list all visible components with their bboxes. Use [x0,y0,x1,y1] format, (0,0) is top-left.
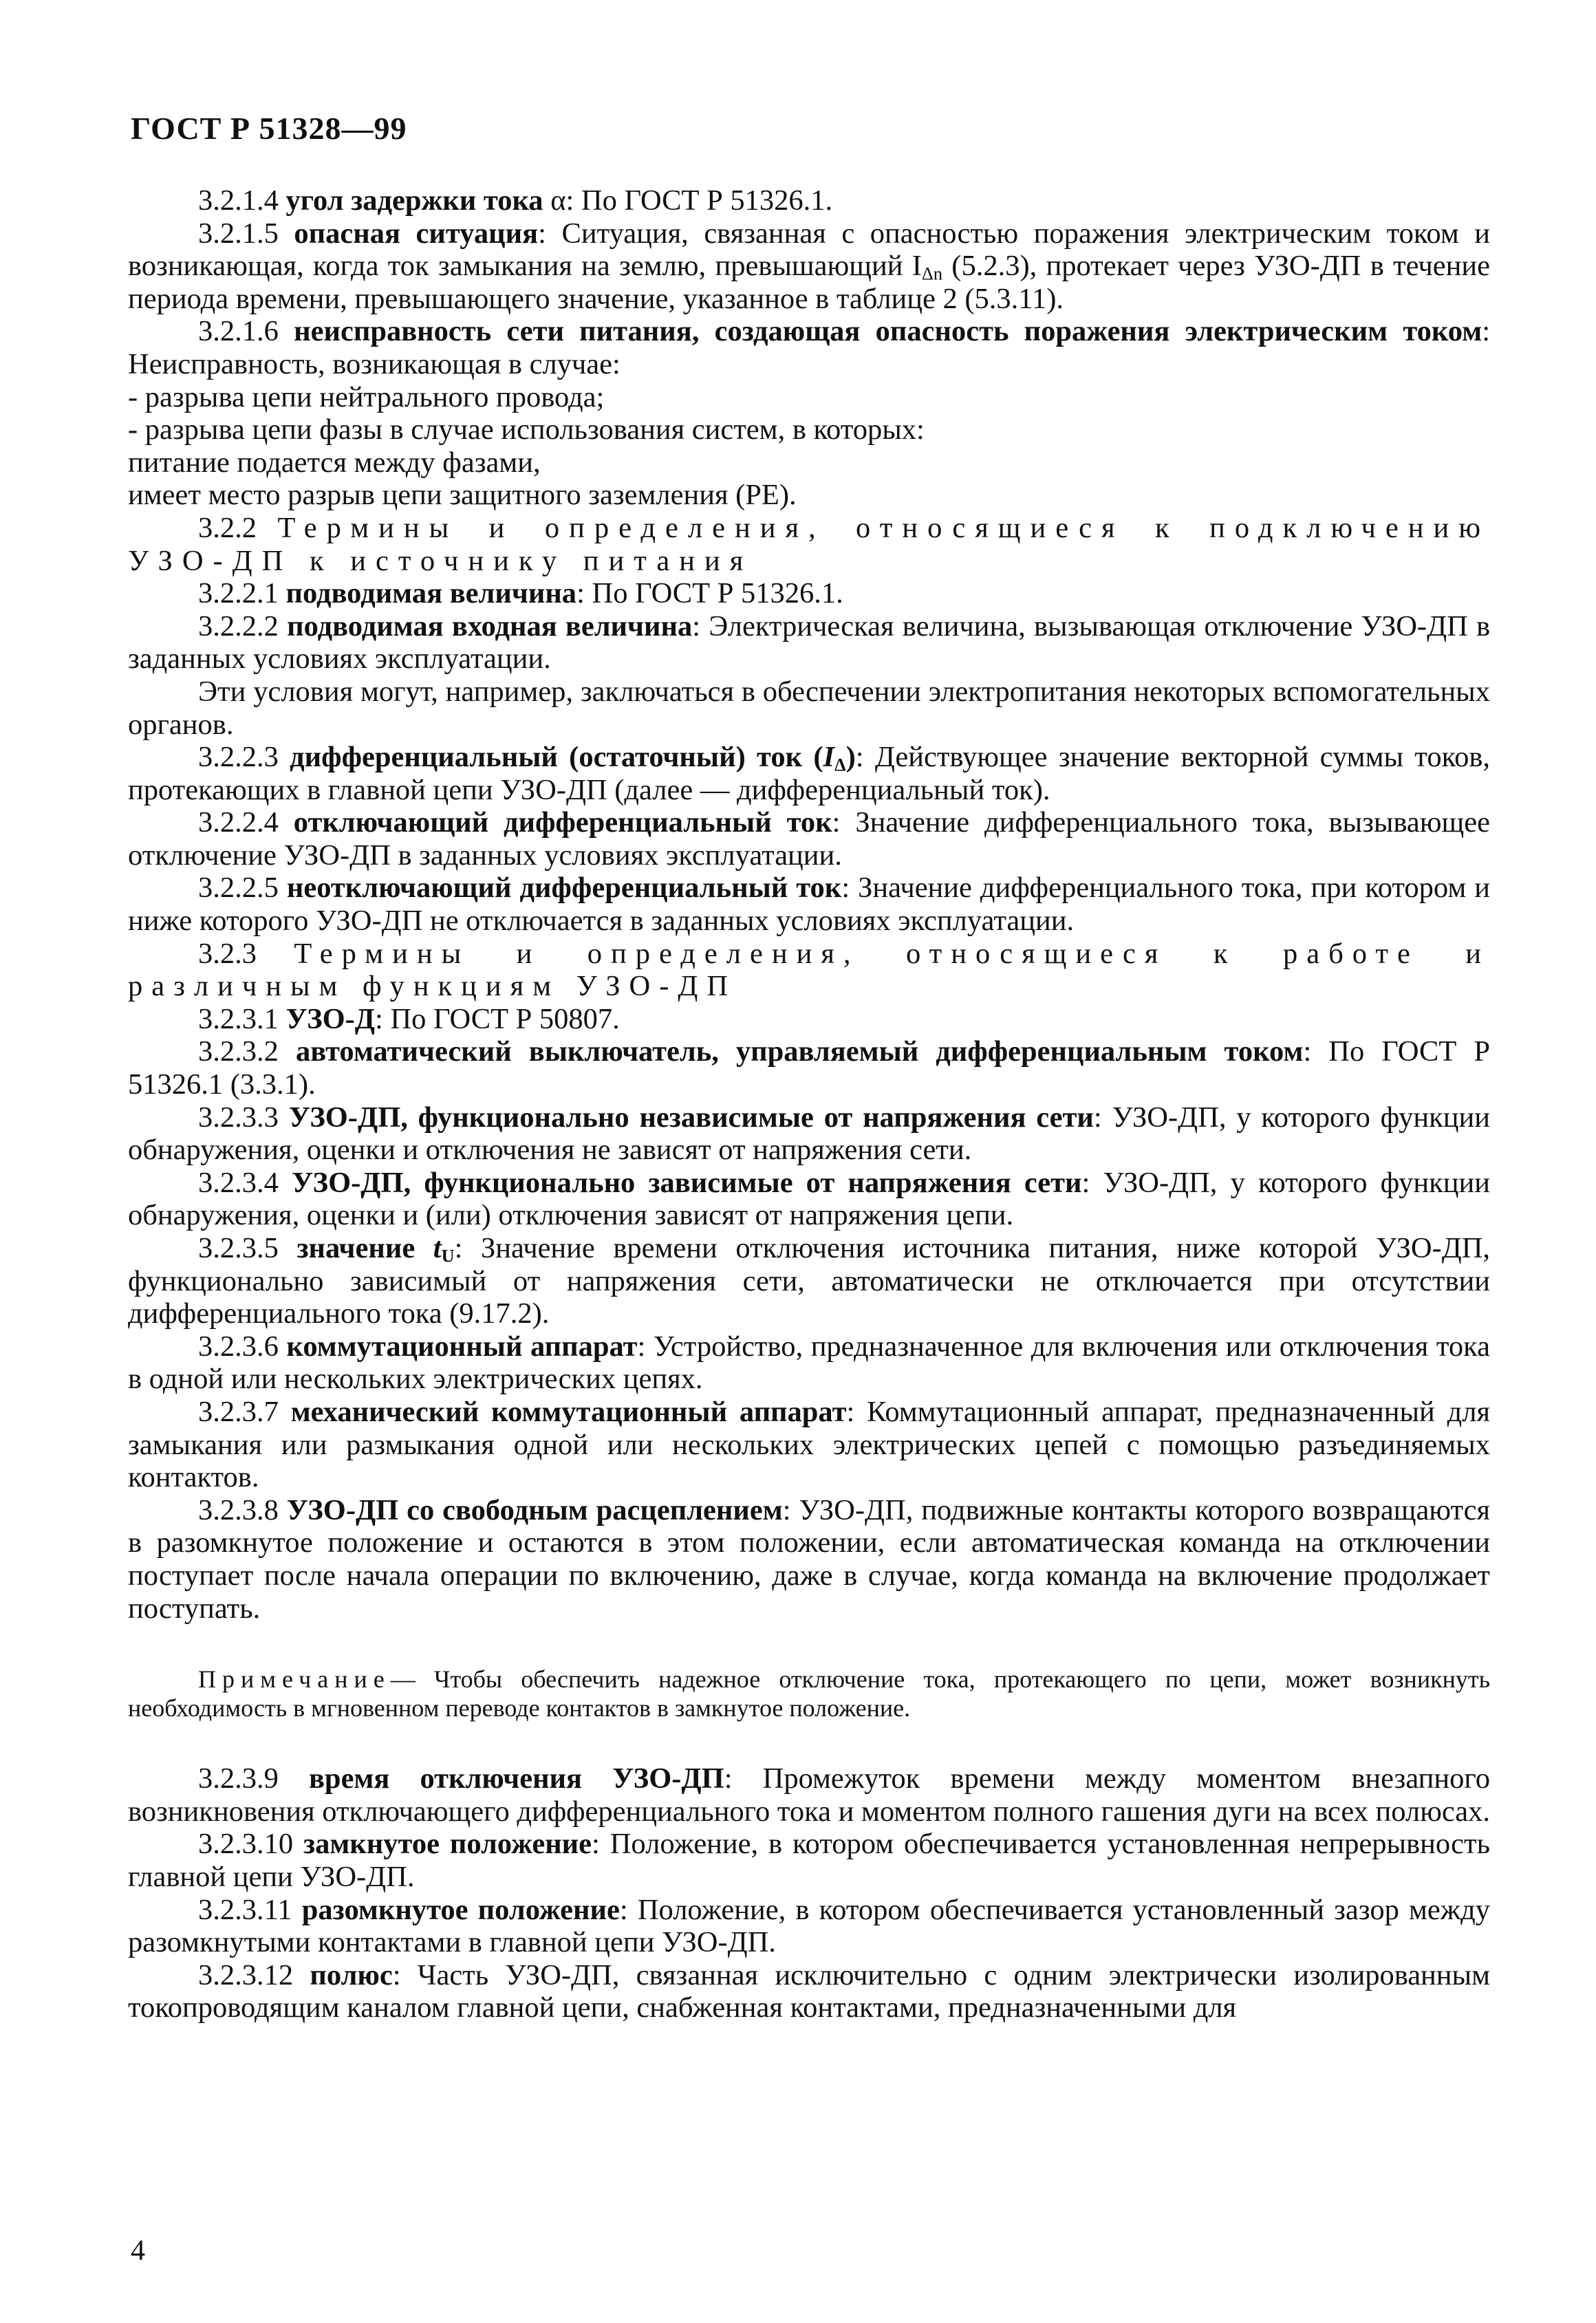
clause-3-2-3-10: 3.2.3.10 замкнутое положение: Положение, в котором обеспечивается установленная непрерывность главной цепи УЗО-ДП. [128,1828,1490,1893]
clause-3-2-3-11: 3.2.3.11 разомкнутое положение: Положение, в котором обеспечивается установленный зазор между разомкнутыми контактами в главной цепи УЗО-ДП. [128,1893,1490,1959]
clause-3-2-2-2-note: Эти условия могут, например, заключаться в обеспечении электропитания некоторых вспомогательных органов. [128,675,1490,741]
term: отключающий дифференциальный ток [293,806,832,839]
clause-3-2-2-5: 3.2.2.5 неотключающий дифференциальный ток: Значение дифференциального тока, при котором и ниже которого УЗО-ДП не отключается в заданных условиях эксплуатации. [128,872,1491,938]
term: разомкнутое положение [301,1893,620,1926]
term: автоматический выключатель, управляемый дифференциальным током [295,1035,1304,1068]
term: коммутационный аппарат [286,1330,638,1363]
clause-3-2-3-6: 3.2.3.6 коммутационный аппарат: Устройство, предназначенное для включения или отключения тока в одной или нескольких электрических цепях. [128,1330,1490,1396]
clause-3-2-3-3: 3.2.3.3 УЗО-ДП, функционально независимые от напряжения сети: УЗО-ДП, у которого функции обнаружения, оценки и отключения не зависят от напряжения сети. [128,1101,1491,1167]
term: значение $t_U$ [296,1232,455,1266]
list-subitem: питание подается между фазами, [128,446,541,479]
term: опасная ситуация [294,217,539,250]
term: дифференциальный (остаточный) ток $(I_\Delta)$ [290,741,856,775]
term: подводимая величина [285,577,577,610]
clause-3-2-1-5: 3.2.1.5 опасная ситуация: Ситуация, связанная с опасностью поражения электрическим током и возникающая, когда ток замыкания на землю, превышающий $I_{\Delta n}$ (5.2.3), протекает через УЗО-ДП в течение периода времени, превышающего значение, указанное в таблице 2 (5.3.11). [128,217,1491,315]
clause-3-2-3-9: 3.2.3.9 время отключения УЗО-ДП: Промежуток времени между моментом внезапного возникновения отключающего дифференциального тока и моментом полного гашения дуги на всех полюсах. [128,1762,1491,1828]
clause-3-2-3-2: 3.2.3.2 автоматический выключатель, управляемый дифференциальным током: По ГОСТ Р 51326.1 (3.3.1). [128,1035,1491,1101]
document-header: ГОСТ Р 51328—99 [131,111,407,146]
term: неотключающий дифференциальный ток [286,872,842,905]
term: полюс [310,1958,393,1991]
clause-3-2-3-8: 3.2.3.8 УЗО-ДП со свободным расцеплением: УЗО-ДП, подвижные контакты которого возвращаются в разомкнутое положение и остаются в этом положении, если автоматическая команда на отключении поступает после начала операции по включению, даже в случае, когда команда на включение продолжает поступать. [128,1493,1490,1625]
clause-3-2-2-4: 3.2.2.4 отключающий дифференциальный ток: Значение дифференциального тока, вызывающее отключение УЗО-ДП в заданных условиях эксплуатации. [128,806,1491,872]
term: угол задержки тока [285,184,543,217]
clause-3-2-3-5: 3.2.3.5 значение $t_U$: Значение времени отключения источника питания, ниже которой УЗО-ДП, функционально зависимый от напряжения сети, автоматически не отключается при отсутствии дифференциального тока (9.17.2). [128,1232,1491,1330]
note: Примечание— Чтобы обеспечить надежное отключение тока, протекающего по цепи, может возникнуть необходимость в мгновенном переводе контактов в замкнутое положение. [128,1665,1490,1722]
clause-3-2-2-2: 3.2.2.2 подводимая входная величина: Электрическая величина, вызывающая отключение УЗО-ДП в заданных условиях эксплуатации. [128,609,1491,676]
term: замкнутое положение [303,1828,592,1861]
note-label: Примечание [198,1665,391,1694]
clause-3-2-3-12: 3.2.3.12 полюс: Часть УЗО-ДП, связанная исключительно с одним электрически изолированным токопроводящим каналом главной цепи, снабженная контактами, предназначенными для [128,1958,1490,2024]
clause-3-2-1-4: 3.2.1.4 угол задержки тока α: По ГОСТ Р 51326.1. [198,184,833,217]
term: УЗО-ДП со свободным расцеплением [286,1493,783,1526]
clause-3-2-2-1: 3.2.2.1 подводимая величина: По ГОСТ Р 51326.1. [198,577,843,610]
page-number: 4 [131,2235,145,2267]
term: время отключения УЗО-ДП [308,1762,724,1795]
clause-3-2-2-3: 3.2.2.3 дифференциальный (остаточный) ток $(I_\Delta)$: Действующее значение векторной суммы токов, протекающих в главной цепи УЗО-ДП (далее — дифференциальный ток). [128,741,1491,806]
list-item: - разрыва цепи нейтрального провода; [128,380,605,413]
list-item: - разрыва цепи фазы в случае использования систем, в которых: [128,413,925,446]
document-body [128,184,1490,2024]
clause-3-2-1-6: 3.2.1.6 неисправность сети питания, создающая опасность поражения электрическим током: Неисправность, возникающая в случае: [128,315,1491,380]
clause-3-2-3-4: 3.2.3.4 УЗО-ДП, функционально зависимые от напряжения сети: УЗО-ДП, у которого функции обнаружения, оценки и (или) отключения зависят от напряжения цепи. [128,1166,1490,1232]
term: УЗО-ДП, функционально независимые от напряжения сети [288,1101,1094,1134]
term: УЗО-ДП, функционально зависимые от напряжения сети [292,1166,1082,1199]
section-3-2-3-heading: 3.2.3 Термины и определения, относящиеся к работе и различным функциям УЗО-ДП [128,937,1490,1003]
clause-3-2-3-7: 3.2.3.7 механический коммутационный аппарат: Коммутационный аппарат, предназначенный для замыкания или размыкания одной или нескольких электрических цепей с помощью разъединяемых контактов. [128,1395,1490,1494]
section-3-2-2-heading: 3.2.2 Термины и определения, относящиеся к подключению УЗО-ДП к источнику питания [128,511,1490,577]
term: неисправность сети питания, создающая опасность поражения электрическим током [294,315,1482,348]
term: подводимая входная величина [287,609,693,642]
term: УЗО-Д [285,1002,376,1035]
clause-3-2-3-1: 3.2.3.1 УЗО-Д: По ГОСТ Р 50807. [198,1002,620,1035]
term: механический коммутационный аппарат [290,1395,847,1428]
list-subitem: имеет место разрыв цепи защитного заземления (PE). [128,479,797,512]
